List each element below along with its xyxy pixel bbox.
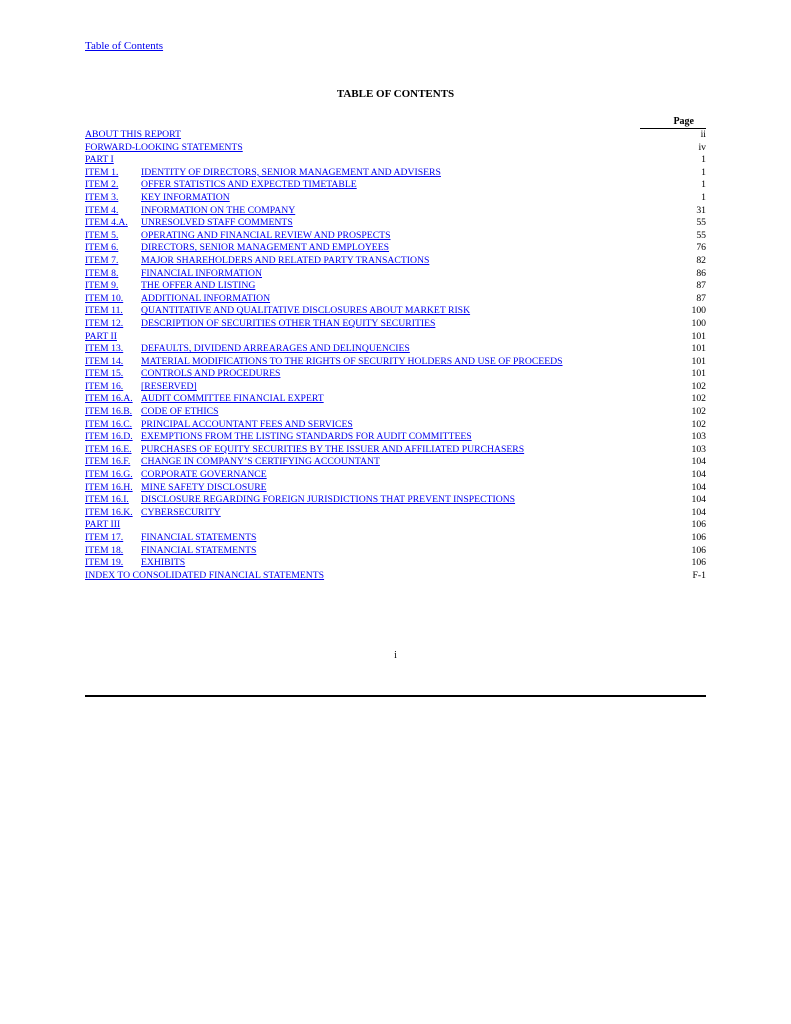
toc-page-number: 1 — [701, 154, 706, 166]
toc-item-number-link[interactable]: ITEM 16. — [85, 380, 124, 392]
toc-item-title-link[interactable]: DIRECTORS, SENIOR MANAGEMENT AND EMPLOYEES — [141, 242, 390, 254]
toc-item-title-link[interactable]: INFORMATION ON THE COMPANY — [141, 204, 296, 216]
toc-item-title-link[interactable]: EXEMPTIONS FROM THE LISTING STANDARDS FOR AUDIT COMMITTEES — [141, 431, 472, 443]
table-of-contents-link[interactable]: Table of Contents — [85, 40, 164, 52]
toc-row — [85, 331, 706, 344]
toc-page-number: 104 — [691, 481, 706, 493]
toc-item-number-link[interactable]: ITEM 1. — [85, 166, 119, 178]
toc-item-title-link[interactable]: KEY INFORMATION — [141, 191, 230, 203]
toc-item-title-link[interactable]: MAJOR SHAREHOLDERS AND RELATED PARTY TRANSACTIONS — [141, 254, 430, 266]
toc-item-title-link[interactable]: MINE SAFETY DISCLOSURE — [141, 481, 267, 493]
toc-row — [85, 532, 706, 545]
toc-row — [85, 305, 706, 318]
toc-item-number-link[interactable]: ITEM 12. — [85, 317, 124, 329]
toc-page-number: 104 — [691, 469, 706, 481]
toc-item-number-link[interactable]: ITEM 16.H. — [85, 481, 133, 493]
toc-row — [85, 519, 706, 532]
toc-row — [85, 545, 706, 558]
page-column-header — [640, 116, 706, 129]
toc-item-number-link[interactable]: ITEM 19. — [85, 557, 124, 569]
toc-page-number: 87 — [696, 280, 706, 292]
toc-page-number: 82 — [696, 254, 706, 266]
toc-row — [85, 255, 706, 268]
toc-section-link[interactable]: PART III — [85, 519, 121, 531]
toc-item-number-link[interactable]: ITEM 8. — [85, 267, 119, 279]
toc-row — [85, 557, 706, 570]
toc-item-number-link[interactable]: ITEM 6. — [85, 242, 119, 254]
toc-page-number: 103 — [691, 431, 706, 443]
toc-item-number-link[interactable]: ITEM 17. — [85, 532, 124, 543]
toc-page-number: 1 — [701, 166, 706, 178]
toc-item-number-link[interactable]: ITEM 10. — [85, 292, 124, 304]
toc-row — [85, 280, 706, 293]
toc-item-number-link[interactable]: ITEM 4.A. — [85, 217, 128, 229]
toc-row — [85, 205, 706, 218]
page-bottom-rule — [85, 695, 706, 697]
toc-section-link[interactable]: PART II — [85, 330, 117, 342]
toc-item-number-link[interactable]: ITEM 9. — [85, 280, 119, 292]
toc-row — [85, 230, 706, 243]
toc-section-link[interactable]: ABOUT THIS REPORT — [85, 129, 181, 140]
toc-row — [85, 167, 706, 180]
toc-page-number: 1 — [701, 191, 706, 203]
toc-section-link[interactable]: FORWARD-LOOKING STATEMENTS — [85, 141, 243, 153]
toc-page-number: 104 — [691, 456, 706, 468]
toc-section-link[interactable]: PART I — [85, 154, 114, 166]
toc-page-number: 104 — [691, 506, 706, 518]
toc-row — [85, 318, 706, 331]
toc-row — [85, 268, 706, 281]
toc-page-number: 76 — [696, 242, 706, 254]
toc-item-title-link[interactable]: FINANCIAL STATEMENTS — [141, 544, 257, 556]
toc-page-number: 55 — [696, 217, 706, 229]
toc-row — [85, 142, 706, 155]
toc-row — [85, 368, 706, 381]
toc-item-number-link[interactable]: ITEM 5. — [85, 229, 119, 241]
toc-page-number: 102 — [691, 406, 706, 418]
toc-page-number: 101 — [691, 368, 706, 380]
toc-row — [85, 469, 706, 482]
toc-item-number-link[interactable]: ITEM 7. — [85, 254, 119, 266]
toc-item-title-link[interactable]: QUANTITATIVE AND QUALITATIVE DISCLOSURES ABOUT MARKET RISK — [141, 305, 471, 317]
toc-page-number: 104 — [691, 494, 706, 506]
toc-row — [85, 293, 706, 306]
toc-item-title-link[interactable]: [RESERVED] — [141, 380, 197, 392]
toc-item-title-link[interactable]: CHANGE IN COMPANY’S CERTIFYING ACCOUNTANT — [141, 456, 380, 468]
toc-row — [85, 179, 706, 192]
toc-row — [85, 192, 706, 205]
toc-row — [85, 129, 706, 142]
toc-page-number: 106 — [691, 519, 706, 531]
toc-row — [85, 242, 706, 255]
toc-page-number: ii — [700, 129, 706, 140]
toc-row — [85, 419, 706, 432]
toc-row — [85, 431, 706, 444]
toc-item-number-link[interactable]: ITEM 16.G. — [85, 469, 133, 481]
toc-item-number-link[interactable]: ITEM 13. — [85, 343, 124, 355]
toc-page-number: 101 — [691, 343, 706, 355]
toc-item-number-link[interactable]: ITEM 16.F. — [85, 456, 131, 468]
toc-item-title-link[interactable]: OPERATING AND FINANCIAL REVIEW AND PROSPECTS — [141, 229, 391, 241]
toc-item-title-link[interactable]: PRINCIPAL ACCOUNTANT FEES AND SERVICES — [141, 418, 353, 430]
toc-page-number: 101 — [691, 355, 706, 367]
toc-row — [85, 356, 706, 369]
toc-item-title-link[interactable]: ADDITIONAL INFORMATION — [141, 292, 271, 304]
toc-row — [85, 381, 706, 394]
page-number: i — [394, 650, 397, 661]
toc-row — [85, 570, 706, 583]
toc-item-title-link[interactable]: THE OFFER AND LISTING — [141, 280, 256, 292]
toc-row — [85, 494, 706, 507]
toc-item-title-link[interactable]: EXHIBITS — [141, 557, 186, 569]
toc-item-title-link[interactable]: DESCRIPTION OF SECURITIES OTHER THAN EQUITY SECURITIES — [141, 317, 436, 329]
toc-page-number: iv — [698, 141, 706, 153]
toc-item-title-link[interactable]: IDENTITY OF DIRECTORS, SENIOR MANAGEMENT AND ADVISERS — [141, 166, 441, 178]
toc-page-number: 87 — [696, 292, 706, 304]
toc-item-title-link[interactable]: CODE OF ETHICS — [141, 406, 219, 418]
toc-item-title-link[interactable]: CORPORATE GOVERNANCE — [141, 469, 267, 481]
toc-item-number-link[interactable]: ITEM 14. — [85, 355, 124, 367]
toc-page-number: 55 — [696, 229, 706, 241]
toc-section-link[interactable]: INDEX TO CONSOLIDATED FINANCIAL STATEMENTS — [85, 569, 325, 581]
toc-page-number: 101 — [691, 330, 706, 342]
toc-item-title-link[interactable]: DEFAULTS, DIVIDEND ARREARAGES AND DELINQUENCIES — [141, 343, 410, 355]
toc-row — [85, 154, 706, 167]
toc-item-title-link[interactable]: OFFER STATISTICS AND EXPECTED TIMETABLE — [141, 179, 357, 191]
toc-page-number: 106 — [691, 557, 706, 569]
toc-item-number-link[interactable]: ITEM 3. — [85, 191, 119, 203]
page-title: TABLE OF CONTENTS — [336, 88, 455, 100]
toc-row — [85, 406, 706, 419]
toc-item-title-link[interactable]: PURCHASES OF EQUITY SECURITIES BY THE ISSUER AND AFFILIATED PURCHASERS — [141, 443, 525, 455]
toc-item-number-link[interactable]: ITEM 18. — [85, 544, 124, 556]
toc-item-number-link[interactable]: ITEM 16.K. — [85, 506, 133, 518]
toc-item-title-link[interactable]: FINANCIAL INFORMATION — [141, 267, 263, 279]
toc-item-number-link[interactable]: ITEM 15. — [85, 368, 124, 380]
toc-page-number: 100 — [691, 305, 706, 317]
toc-row — [85, 343, 706, 356]
toc-item-number-link[interactable]: ITEM 16.D. — [85, 431, 133, 443]
page-column-header-label: Page — [673, 116, 694, 127]
toc-item-title-link[interactable]: UNRESOLVED STAFF COMMENTS — [141, 217, 293, 229]
toc-item-title-link[interactable]: MATERIAL MODIFICATIONS TO THE RIGHTS OF SECURITY HOLDERS AND USE OF PROCEEDS — [141, 355, 563, 367]
toc-page-number: 102 — [691, 418, 706, 430]
toc-list — [85, 129, 706, 582]
toc-row — [85, 507, 706, 520]
toc-item-number-link[interactable]: ITEM 16.A. — [85, 393, 133, 405]
toc-page-number: 1 — [701, 179, 706, 191]
toc-page-number: 31 — [696, 204, 706, 216]
toc-page-number: 102 — [691, 380, 706, 392]
toc-item-number-link[interactable]: ITEM 2. — [85, 179, 119, 191]
toc-row — [85, 482, 706, 495]
toc-item-title-link[interactable]: DISCLOSURE REGARDING FOREIGN JURISDICTIONS THAT PREVENT INSPECTIONS — [141, 494, 516, 506]
toc-page-number: 86 — [696, 267, 706, 279]
toc-item-number-link[interactable]: ITEM 16.E. — [85, 443, 132, 455]
toc-page-number: 102 — [691, 393, 706, 405]
toc-item-title-link[interactable]: FINANCIAL STATEMENTS — [141, 532, 257, 543]
toc-page-number: 100 — [691, 317, 706, 329]
toc-page-number: 106 — [691, 532, 706, 543]
toc-row — [85, 393, 706, 406]
toc-item-title-link[interactable]: AUDIT COMMITTEE FINANCIAL EXPERT — [141, 393, 324, 405]
toc-page-number: 103 — [691, 443, 706, 455]
toc-item-number-link[interactable]: ITEM 16.C. — [85, 418, 133, 430]
toc-item-number-link[interactable]: ITEM 4. — [85, 204, 119, 216]
toc-page-number: 106 — [691, 544, 706, 556]
toc-row — [85, 456, 706, 469]
toc-row — [85, 444, 706, 457]
toc-item-number-link[interactable]: ITEM 16.I. — [85, 494, 129, 506]
toc-item-number-link[interactable]: ITEM 11. — [85, 305, 123, 317]
toc-item-title-link[interactable]: CYBERSECURITY — [141, 506, 221, 518]
toc-page-number: F-1 — [692, 569, 706, 581]
toc-row — [85, 217, 706, 230]
toc-item-title-link[interactable]: CONTROLS AND PROCEDURES — [141, 368, 281, 380]
toc-item-number-link[interactable]: ITEM 16.B. — [85, 406, 133, 418]
